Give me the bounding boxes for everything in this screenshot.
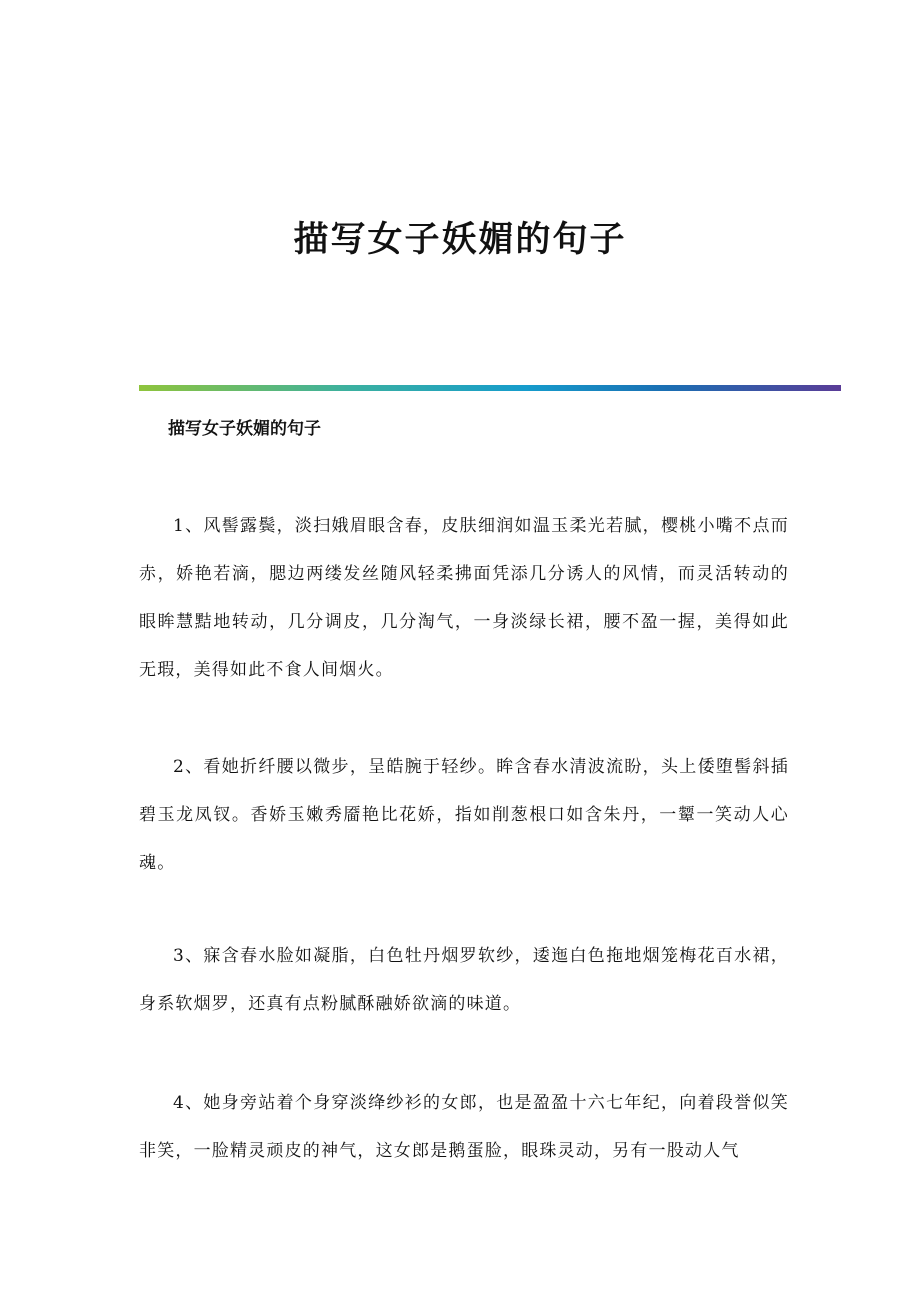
paragraph-3: 3、寐含春水脸如凝脂，白色牡丹烟罗软纱，逶迤白色拖地烟笼梅花百水裙，身系软烟罗，还真有点粉腻酥融娇欲滴的味道。 bbox=[139, 946, 789, 1014]
paragraph-4: 4、她身旁站着个身穿淡绛纱衫的女郎，也是盈盈十六七年纪，向着段誉似笑非笑，一脸精灵顽皮的神气，这女郎是鹅蛋脸，眼珠灵动，另有一股动人气 bbox=[139, 1093, 789, 1161]
gradient-divider bbox=[139, 385, 841, 391]
paragraph-2: 2、看她折纤腰以微步，呈皓腕于轻纱。眸含春水清波流盼，头上倭堕髻斜插碧玉龙凤钗。香娇玉嫩秀靥艳比花娇，指如削葱根口如含朱丹，一颦一笑动人心魂。 bbox=[139, 757, 789, 873]
paragraph-1: 1、风髻露鬓，淡扫娥眉眼含春，皮肤细润如温玉柔光若腻，樱桃小嘴不点而赤，娇艳若滴，腮边两缕发丝随风轻柔拂面凭添几分诱人的风情，而灵活转动的眼眸慧黠地转动，几分调皮，几分淘气，一身淡绿长裙，腰不盈一握，美得如此无瑕，美得如此不食人间烟火。 bbox=[139, 516, 789, 680]
document-title: 描写女子妖媚的句子 bbox=[293, 219, 627, 260]
section-title: 描写女子妖媚的句子 bbox=[168, 419, 321, 439]
